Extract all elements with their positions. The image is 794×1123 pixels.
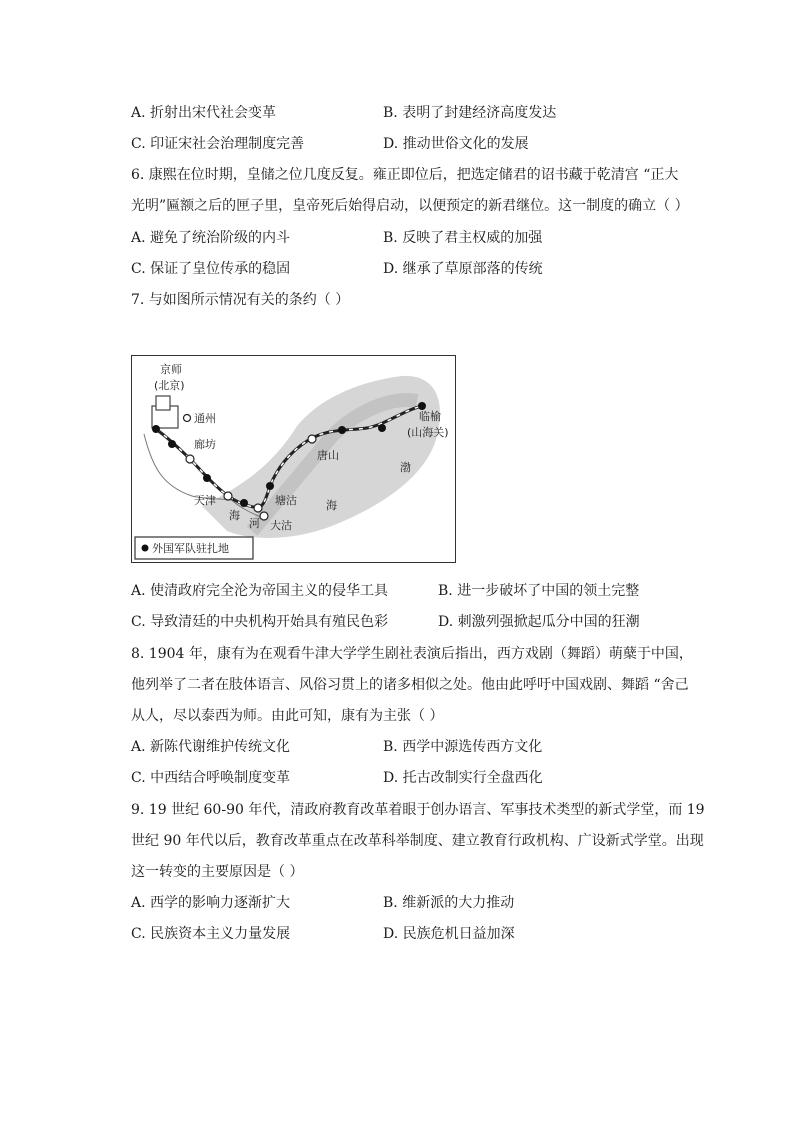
label-haihe-1: 海 (229, 509, 240, 522)
q8-option-c: C. 中西结合呼唤制度变革 (131, 770, 291, 786)
troop-marker (152, 425, 160, 433)
station-marker (254, 504, 262, 512)
q8-option-b: B. 西学中源选传西方文化 (383, 739, 543, 755)
q8-option-d: D. 托古改制实行全盘西化 (383, 770, 543, 786)
capital-wall-inner (156, 396, 170, 410)
q7-option-c: C. 导致清廷的中央机构开始具有殖民色彩 (131, 614, 389, 630)
q8-option-a: A. 新陈代谢维护传统文化 (131, 739, 291, 755)
q9-stem-line1: 9. 19 世纪 60-90 年代，清政府教育改革着眼于创办语言、军事技术类型的新式学堂，而 19 (131, 802, 705, 818)
q6-option-b: B. 反映了君主权威的加强 (383, 230, 543, 246)
legend-troop-marker (142, 545, 149, 552)
label-linyu: 临榆 (419, 410, 441, 423)
label-dagu: 大沽 (270, 519, 292, 532)
q5-option-b: B. 表明了封建经济高度发达 (383, 105, 557, 121)
q7-option-d: D. 刺激列强掀起瓜分中国的狂潮 (438, 614, 640, 630)
q7-option-b: B. 进一步破坏了中国的领土完整 (438, 583, 640, 599)
label-tianjin: 天津 (194, 494, 216, 507)
troop-marker (418, 402, 426, 410)
troop-marker (203, 474, 211, 482)
station-marker (260, 512, 268, 520)
label-sea-hai: 海 (326, 499, 337, 512)
troop-marker (168, 440, 176, 448)
q8-stem-line3: 从人，尽以泰西为师。由此可知，康有为主张（ ） (131, 708, 444, 724)
label-tongzhou: 通州 (194, 412, 216, 425)
troop-marker (378, 424, 386, 432)
q9-option-a: A. 西学的影响力逐渐扩大 (131, 895, 291, 911)
label-tangshan: 唐山 (317, 449, 339, 462)
q9-option-d: D. 民族危机日益加深 (383, 926, 515, 942)
q7-option-a: A. 使清政府完全沦为帝国主义的侵华工具 (131, 583, 389, 599)
label-sea-bo: 渤 (400, 461, 411, 474)
q6-option-c: C. 保证了皇位传承的稳固 (131, 261, 291, 277)
legend-label: 外国军队驻扎地 (152, 542, 229, 555)
q9-stem-line2: 世纪 90 年代以后，教育改革重点在改革科举制度、建立教育行政机构、广设新式学堂。出现 (131, 833, 704, 849)
label-capital: 京师 (160, 363, 182, 376)
label-tanggu: 塘沽 (275, 494, 297, 507)
q5-option-d: D. 推动世俗文化的发展 (383, 136, 529, 152)
q6-stem-line2: 光明”匾额之后的匣子里，皇帝死后始得启动，以便预定的新君继位。这一制度的确立（ ） (131, 198, 689, 214)
q5-option-c: C. 印证宋社会治理制度完善 (131, 136, 305, 152)
label-langfang: 廊坊 (194, 438, 216, 451)
q8-stem-line2: 他列举了二者在肢体语言、风俗习贯上的诸多相似之处。他由此呼吁中国戏剧、舞蹈 “舍己 (131, 677, 689, 693)
troop-marker (240, 499, 248, 507)
q9-option-c: C. 民族资本主义力量发展 (131, 926, 291, 942)
q7-stem: 7. 与如图所示情况有关的条约（ ） (131, 292, 350, 308)
q8-stem-line1: 8. 1904 年，康有为在观看牛津大学学生剧社表演后指出，西方戏剧（舞蹈）萌蘖于中国， (131, 646, 693, 662)
label-shanhaiguan: (山海关) (407, 426, 449, 439)
q7-map-svg (132, 356, 456, 563)
q5-option-a: A. 折射出宋代社会变革 (131, 105, 277, 121)
q6-option-a: A. 避免了统治阶级的内斗 (131, 230, 291, 246)
q9-option-b: B. 维新派的大力推动 (383, 895, 515, 911)
troop-marker (338, 426, 346, 434)
station-marker (186, 455, 194, 463)
q9-stem-line3: 这一转变的主要原因是（ ） (131, 864, 304, 880)
station-marker (308, 435, 316, 443)
label-haihe-2: 河 (249, 517, 260, 530)
station-marker (224, 492, 232, 500)
q7-map-figure (131, 355, 456, 563)
q6-stem-line1: 6. 康熙在位时期，皇储之位几度反复。雍正即位后，把选定储君的诏书藏于乾清宫 “正大 (131, 167, 679, 183)
label-capital-paren: (北京) (154, 379, 185, 392)
troop-marker (266, 482, 274, 490)
q6-option-d: D. 继承了草原部落的传统 (383, 261, 543, 277)
station-marker (184, 415, 191, 422)
